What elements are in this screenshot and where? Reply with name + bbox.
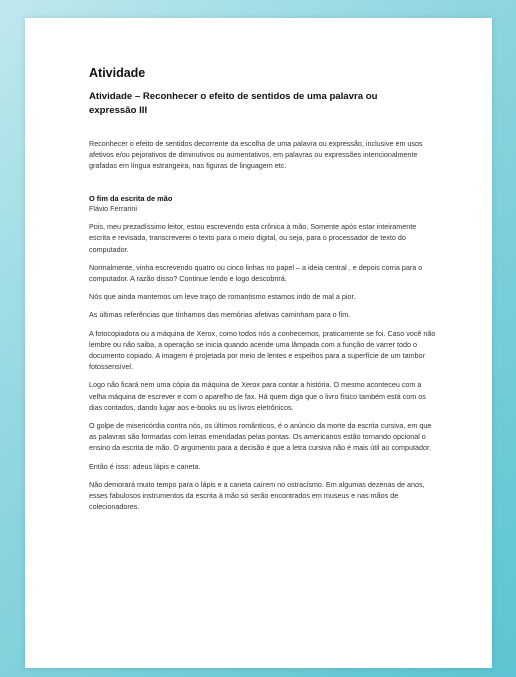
story-paragraph: Nós que ainda mantemos um leve traço de romantismo estamos indo de mal a pior. (89, 292, 356, 302)
document-page (25, 18, 492, 668)
story-paragraph: Normalmente, vinha escrevendo quatro ou cinco linhas no papel – a ideia central , e depois corria para o computador. A razão disso? Continue lendo e logo descobrirá. (89, 262, 423, 283)
story-paragraph: O golpe de misericórdia contra nós, os últimos românticos, é o anúncio da morte da escrita cursiva, em que as palavras são formadas com letras emendadas pelas pontas. Os americanos estão tornando opcional o ensino da escrita de mão. O argumento para a decisão é que a letra cursiva não é mais útil ao computador. (89, 420, 432, 453)
story-author: Flávio Ferrarini (89, 203, 137, 213)
story-paragraph: A fotocopiadora ou a máquina de Xerox, como todos nós a conhecemos, praticamente se foi. Caso você não lembre ou não saiba, a operação se inicia quando acende uma lâmpada com a função de varrer todo o documento copiado. A imagem é projetada por meio de lentes e espelhos para a superfície de um tambor fotossensível. (89, 328, 436, 372)
story-paragraph: Não demorará muito tempo para o lápis e a caneta caírem no ostracismo. Em algumas dezenas de anos, esses fabulosos instrumentos da escrita à mão só serão encontrados em museus e nas mãos de colecionadores. (89, 479, 425, 512)
activity-subheading: Atividade – Reconhecer o efeito de sentidos de uma palavra ou expressão III (89, 91, 378, 116)
story-paragraph: Pois, meu prezadíssimo leitor, estou escrevendo esta crônica à mão. Somente após estar inteiramente escrita e revisada, transcreverei o texto para o meio digital, ou seja, para o processador de texto do computador. (89, 222, 417, 254)
page-heading: Atividade (89, 66, 146, 80)
story-paragraph: As últimas referências que tínhamos das memórias afetivas caminham para o fim. (89, 310, 351, 320)
story-paragraph: Logo não ficará nem uma cópia da máquina de Xerox para contar a história. O mesmo aconteceu com a velha máquina de escrever e com o aparelho de fax. Há quem diga que o livro físico também está com os dias contados, dando lugar aos e-books ou os livros eletrônicos. (89, 380, 426, 412)
document-content (89, 66, 439, 512)
story-paragraph: Então é isso: adeus lápis e caneta. (89, 461, 201, 471)
intro-paragraph: Reconhecer o efeito de sentidos decorrente da escolha de uma palavra ou expressão, inclusive em usos afetivos e/ou pejorativos de diminutivos ou aumentativos, em palavras ou expressões intencionalmente grafadas em língua estrangeira, nas figuras de linguagem etc. (89, 139, 423, 171)
story-title: O fim da escrita de mão (89, 193, 173, 203)
